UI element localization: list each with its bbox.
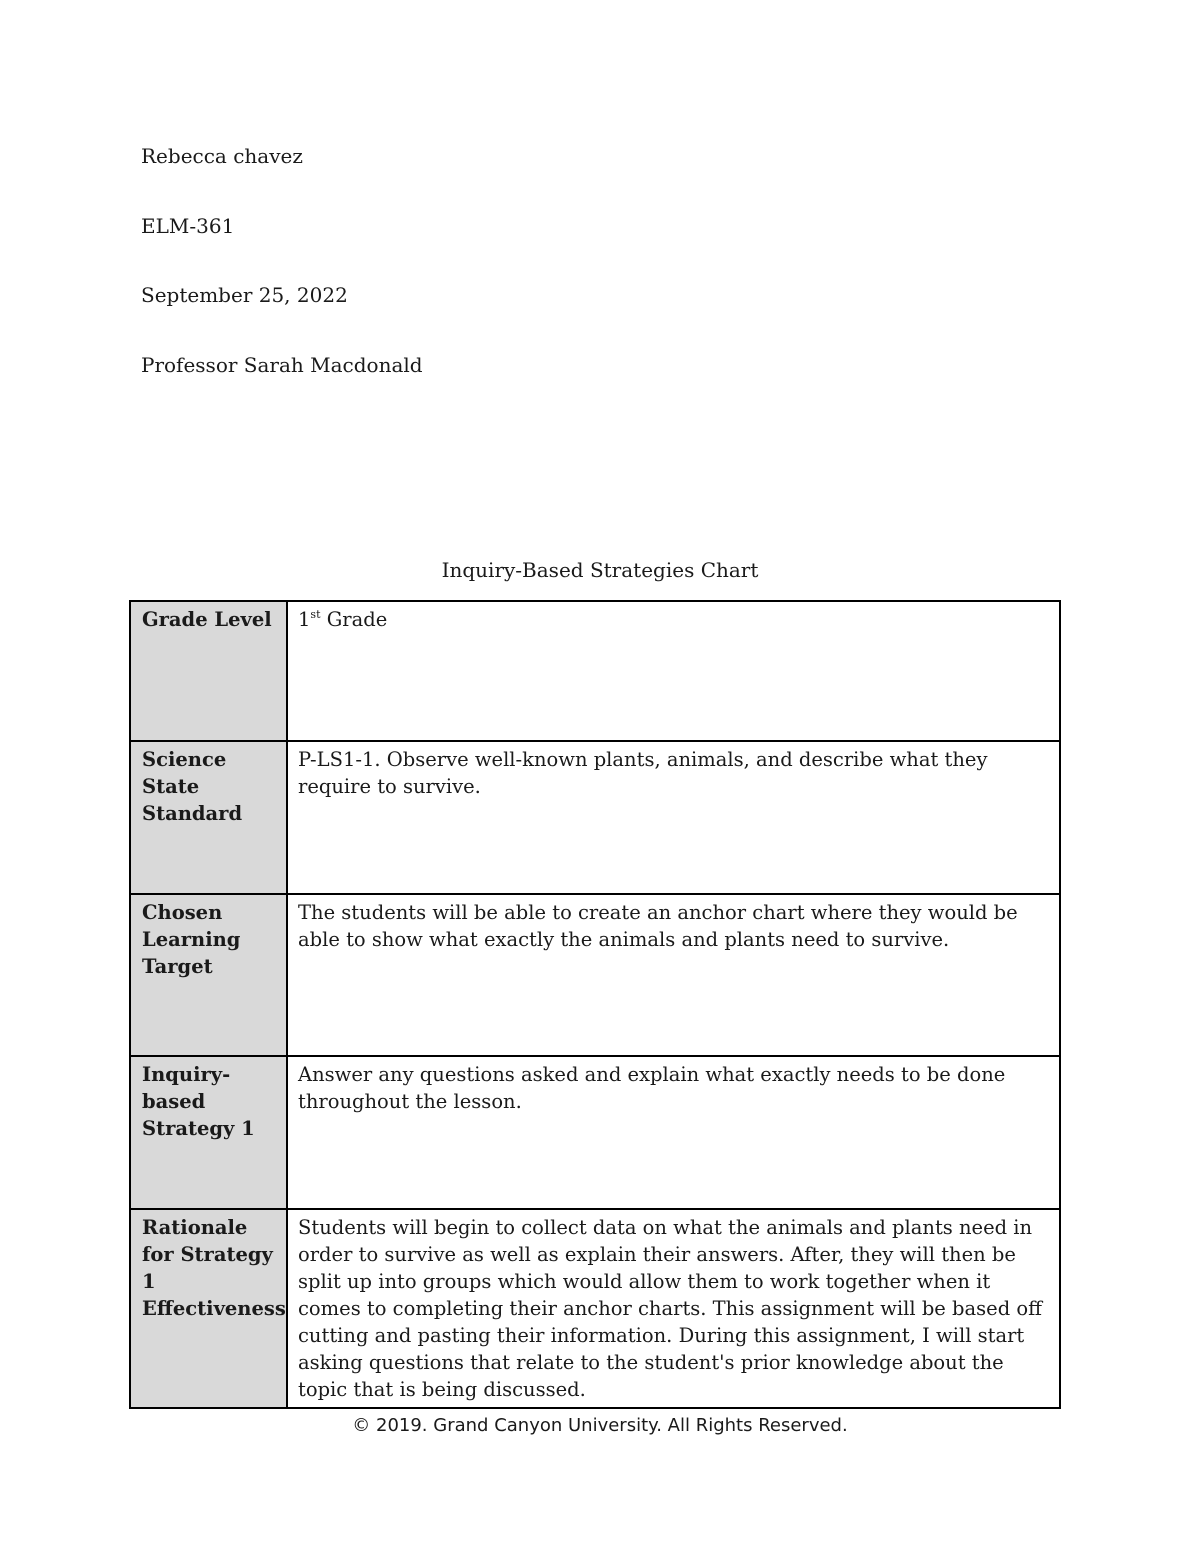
row-label: Rationale for Strategy 1 Effectiveness [130,1209,287,1408]
row-value: Answer any questions asked and explain what exactly needs to be done throughout the lesson. [287,1056,1060,1209]
professor-name: Professor Sarah Macdonald [141,353,423,377]
strategies-table [129,600,1061,1409]
row-value [287,601,1060,741]
chart-title: Inquiry-Based Strategies Chart [441,558,759,582]
table-row [130,601,1060,741]
row-label: Inquiry-based Strategy 1 [130,1056,287,1209]
submission-date: September 25, 2022 [141,283,348,307]
grade-ordinal-suffix: st [310,608,321,621]
student-name: Rebecca chavez [141,144,303,168]
row-value: P-LS1-1. Observe well-known plants, animals, and describe what they require to survive. [287,741,1060,894]
grade-word: Grade [320,608,388,631]
table-row [130,1056,1060,1209]
copyright-footer: © 2019. Grand Canyon University. All Rights Reserved. [352,1415,848,1436]
row-value: The students will be able to create an anchor chart where they would be able to show what exactly the animals and plants need to survive. [287,894,1060,1056]
row-label: Science State Standard [130,741,287,894]
course-code: ELM-361 [141,214,235,238]
row-value: Students will begin to collect data on what the animals and plants need in order to survive as well as explain their answers. After, they will then be split up into groups which would allow them to work together when it comes to completing their anchor charts. This assignment will be based off cutting and pasting their information. During this assignment, I will start asking questions that relate to the student's prior knowledge about the topic that is being discussed. [287,1209,1060,1408]
table-row [130,894,1060,1056]
row-label: Chosen Learning Target [130,894,287,1056]
table-row [130,741,1060,894]
grade-number: 1 [298,608,311,631]
table-row [130,1209,1060,1408]
row-label: Grade Level [130,601,287,741]
